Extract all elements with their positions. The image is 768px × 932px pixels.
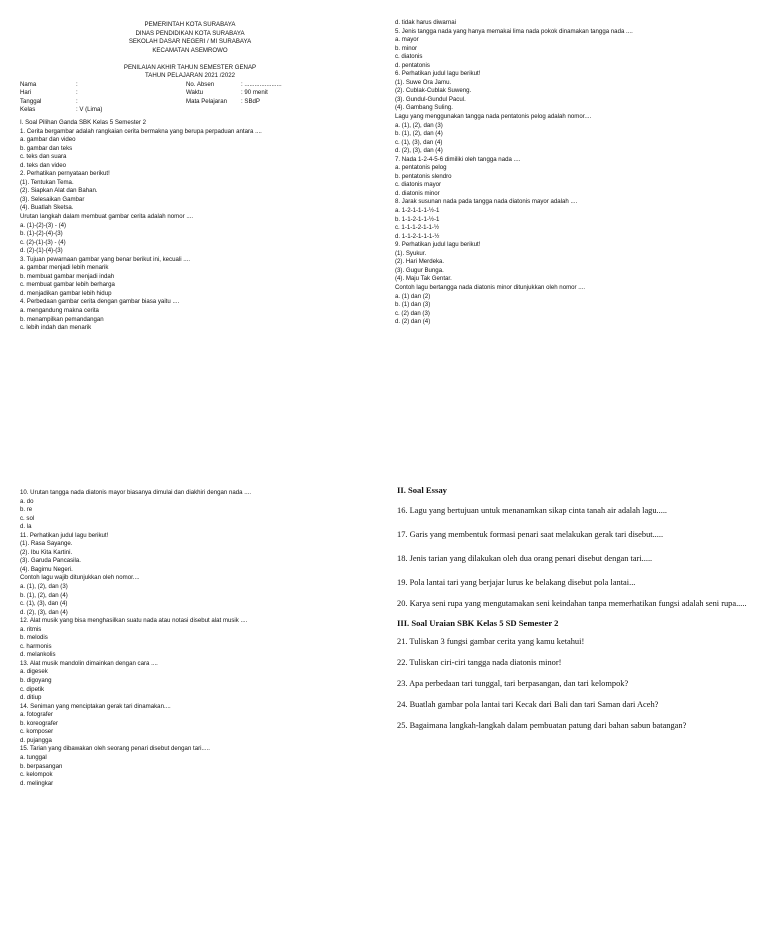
- question-line: c. 1-1-1-2-1-1-½: [395, 224, 440, 232]
- question-line: d. diatonis minor: [395, 189, 440, 197]
- question-line: c. teks dan suara: [20, 153, 67, 161]
- question-line: c. kelompok: [20, 771, 53, 779]
- question-line: a. digesek: [20, 668, 48, 676]
- question-line: d. 1-1-2-1-1-1-½: [395, 232, 440, 240]
- question-line: 13. Alat musik mandolin dimainkan dengan cara ....: [20, 659, 158, 667]
- question-line: (2). Cublak-Cublak Suweng.: [395, 87, 472, 95]
- question-line: b. koreografer: [20, 719, 58, 727]
- question-line: d. teks dan video: [20, 161, 67, 169]
- question-line: d. tidak harus diwarnai: [395, 19, 456, 26]
- identity-label: Waktu: [186, 89, 204, 97]
- essay-item: 20. Karya seni rupa yang mengutamakan seni keindahan tanpa memerhatikan fungsi adalah seni rupa.....: [397, 599, 747, 608]
- question-line: b. (1), (2), dan (4): [395, 130, 443, 138]
- identity-label: Tanggal: [20, 97, 42, 105]
- question-line: d. menjadikan gambar lebih hidup: [20, 289, 112, 297]
- identity-value: : SBdP: [241, 97, 260, 105]
- question-line: (4). Maju Tak Gentar.: [395, 275, 452, 283]
- essay-item: 19. Pola lantai tari yang berjajar lurus ke belakang disebut pola lantai...: [397, 578, 636, 587]
- essay-item: 17. Garis yang membentuk formasi penari saat melakukan gerak tari disebut.....: [397, 530, 664, 539]
- question-line: c. (2)-(1)-(3) - (4): [20, 238, 66, 246]
- question-line: a. 1-2-1-1-1-½-1: [395, 207, 440, 215]
- question-line: 7. Nada 1-2-4-5-6 dimiliki oleh tangga nada ....: [395, 155, 521, 163]
- question-line: b. re: [20, 506, 33, 514]
- question-line: (4). Gambang Suling.: [395, 104, 453, 112]
- question-line: d. (2), (3), dan (4): [395, 147, 443, 155]
- identity-label: Hari: [20, 89, 32, 97]
- question-line: b. membuat gambar menjadi indah: [20, 272, 115, 280]
- question-line: (1). Rasa Sayange.: [20, 540, 73, 548]
- question-line: 10. Urutan tangga nada diatonis mayor biasanya dimulai dan diakhiri dengan nada ....: [20, 489, 252, 496]
- school-header-line: SEKOLAH DASAR NEGERI / MI SURABAYA: [128, 38, 252, 46]
- right-column-top: [395, 19, 755, 327]
- identity-row-nama: [20, 81, 380, 90]
- question-line: d. la: [20, 523, 32, 531]
- question-line: c. lebih indah dan menarik: [20, 324, 92, 332]
- question-line: Lagu yang menggunakan tangga nada pentatonis pelog adalah nomor....: [395, 113, 592, 121]
- question-line: a. gambar menjadi lebih menarik: [20, 264, 109, 272]
- question-list-2: [395, 19, 755, 327]
- question-line: c. dipetik: [20, 685, 45, 693]
- identity-value: : ......................: [241, 80, 282, 88]
- identity-label: Nama: [20, 80, 37, 88]
- question-line: a. gambar dan video: [20, 136, 76, 144]
- essay-item: 18. Jenis tarian yang dilakukan oleh dua orang penari disebut dengan tari.....: [397, 554, 653, 563]
- question-line: a. pentatonis pelog: [395, 164, 447, 172]
- question-line: 5. Jenis tangga nada yang hanya memakai lima nada pokok dinamakan tangga nada ....: [395, 27, 633, 35]
- uraian-item: 25. Bagaimana langkah-langkah dalam pembuatan patung dari bahan sabun batangan?: [397, 721, 687, 730]
- question-line: 9. Perhatikan judul lagu berikut!: [395, 241, 481, 249]
- question-line: d. pentatonis: [395, 61, 430, 69]
- question-line: b. (1)-(2)-(4)-(3): [20, 230, 63, 238]
- uraian-title: III. Soal Uraian SBK Kelas 5 SD Semester 2: [397, 618, 559, 628]
- question-line: 11. Perhatikan judul lagu berikut!: [20, 531, 109, 539]
- question-line: b. (1), (2), dan (4): [20, 591, 68, 599]
- identity-value: : V (Lima): [76, 106, 103, 114]
- question-line: 15. Tarian yang dibawakan oleh seorang penari disebut dengan tari.....: [20, 745, 210, 753]
- identity-colon: :: [76, 97, 78, 105]
- question-line: b. menampilkan pemandangan: [20, 315, 104, 323]
- question-line: c. (1), (3), dan (4): [20, 600, 68, 608]
- question-line: (2). Siapkan Alat dan Bahan.: [20, 187, 98, 195]
- question-line: c. (1), (3), dan (4): [395, 138, 443, 146]
- question-line: d. melingkar: [20, 779, 54, 787]
- question-line: b. (1) dan (3): [395, 301, 431, 309]
- uraian-item: 23. Apa perbedaan tari tunggal, tari berpasangan, dan tari kelompok?: [397, 679, 629, 688]
- question-line: b. berpasangan: [20, 762, 63, 770]
- question-line: d. (2), (3), dan (4): [20, 608, 68, 616]
- school-header-line: PEMERINTAH KOTA SURABAYA: [144, 21, 236, 28]
- question-line: d. (2)-(1)-(4)-(3): [20, 247, 63, 255]
- left-column-bottom: [20, 489, 380, 788]
- identity-label: Mata Pelajaran: [186, 97, 227, 105]
- question-line: (3). Selesaikan Gambar: [20, 195, 85, 203]
- question-line: 6. Perhatikan judul lagu berikut!: [395, 70, 481, 78]
- question-line: (2). Ibu Kita Kartini.: [20, 548, 73, 556]
- identity-row-kelas: [20, 106, 380, 115]
- identity-label: No. Absen: [186, 80, 215, 88]
- question-line: (4). Buatlah Sketsa.: [20, 204, 74, 212]
- school-header-line: KECAMATAN ASEMROWO: [152, 46, 228, 54]
- question-line: d. melankolis: [20, 651, 56, 659]
- question-line: 2. Perhatikan pernyataan berikut!: [20, 170, 110, 178]
- essay-section: [397, 484, 757, 731]
- question-line: 3. Tujuan pewarnaan gambar yang benar berikut ini, kecuali ....: [20, 255, 191, 263]
- uraian-item: 21. Tuliskan 3 fungsi gambar cerita yang kamu ketahui!: [397, 637, 585, 646]
- question-line: a. ritmis: [20, 625, 42, 633]
- question-line: a. (1)-(2)-(3) - (4): [20, 221, 67, 229]
- question-line: c. sol: [20, 514, 35, 522]
- question-line: (1). Tentukan Tema.: [20, 178, 74, 186]
- question-line: 1. Cerita bergambar adalah rangkaian cerita bermakna yang berupa perpaduan antara ....: [20, 127, 262, 135]
- question-line: Urutan langkah dalam membuat gambar cerita adalah nomor ....: [20, 212, 194, 220]
- question-line: a. do: [20, 497, 34, 505]
- question-line: a. (1) dan (2): [395, 292, 431, 300]
- school-header-line: DINAS PENDIDIKAN KOTA SURABAYA: [135, 29, 245, 37]
- question-line: a. mayor: [395, 36, 419, 44]
- question-line: a. fotografer: [20, 711, 53, 719]
- question-line: a. mengandung makna cerita: [20, 307, 99, 314]
- question-line: d. ditiup: [20, 694, 42, 702]
- identity-colon: :: [76, 80, 78, 88]
- uraian-item: 24. Buatlah gambar pola lantai tari Kecak dari Bali dan tari Saman dari Aceh?: [397, 700, 659, 709]
- question-list-3: [20, 489, 380, 788]
- question-line: Contoh lagu bertangga nada diatonis minor ditunjukkan oleh nomor ....: [395, 283, 586, 291]
- uraian-item: 22. Tuliskan ciri-ciri tangga nada diatonis minor!: [397, 658, 562, 667]
- question-line: c. diatonis mayor: [395, 181, 442, 189]
- question-line: (3). Gugur Bunga.: [395, 266, 444, 274]
- question-line: a. tunggal: [20, 753, 47, 761]
- question-line: b. digoyang: [20, 677, 52, 685]
- question-line: b. minor: [395, 44, 418, 52]
- question-line: (4). Bagimu Negeri.: [20, 565, 73, 573]
- identity-label: Kelas: [20, 106, 36, 114]
- question-line: 4. Perbedaan gambar cerita dengan gambar biasa yaitu ....: [20, 298, 180, 306]
- exam-year: TAHUN PELAJARAN 2021 /2022: [145, 72, 235, 80]
- question-line: (1). Suwe Ora Jamu.: [395, 78, 452, 86]
- question-line: c. harmonis: [20, 642, 52, 650]
- identity-colon: :: [76, 89, 78, 97]
- question-line: b. pentatonis slendro: [395, 172, 452, 180]
- question-line: c. diatonis: [395, 53, 423, 61]
- section-title-pilihan-ganda: I. Soal Pilihan Ganda SBK Kelas 5 Semester 2: [20, 118, 147, 126]
- question-line: a. (1), (2), dan (3): [20, 583, 68, 591]
- question-line: 8. Jarak susunan nada pada tangga nada diatonis mayor adalah ....: [395, 198, 578, 206]
- identity-row-tanggal: [20, 98, 380, 107]
- question-line: c. (2) dan (3): [395, 309, 430, 317]
- question-line: b. melodis: [20, 634, 48, 642]
- identity-row-hari: [20, 89, 380, 98]
- identity-value: : 90 menit: [241, 89, 268, 97]
- question-line: (2). Hari Merdeka.: [395, 258, 445, 266]
- question-line: (3). Gundul-Gundul Pacul.: [395, 95, 466, 103]
- exam-title: PENILAIAN AKHIR TAHUN SEMESTER GENAP: [123, 63, 257, 71]
- left-column-top: [20, 21, 380, 333]
- question-line: 14. Seniman yang menciptakan gerak tari dinamakan....: [20, 702, 171, 710]
- question-line: b. gambar dan teks: [20, 144, 73, 152]
- question-line: d. pujangga: [20, 736, 52, 744]
- essay-title: II. Soal Essay: [397, 485, 447, 495]
- question-line: Contoh lagu wajib ditunjukkan oleh nomor....: [20, 574, 140, 582]
- question-line: (1). Syukur.: [395, 249, 427, 257]
- question-line: c. komposer: [20, 728, 54, 736]
- question-line: 12. Alat musik yang bisa menghasilkan suatu nada atau notasi disebut alat musik ....: [20, 617, 248, 625]
- question-line: b. 1-1-2-1-1-½-1: [395, 215, 440, 223]
- question-line: d. (2) dan (4): [395, 318, 431, 326]
- question-line: c. membuat gambar lebih berharga: [20, 281, 115, 289]
- question-list-1: [20, 128, 380, 333]
- question-line: (3). Garuda Pancasila.: [20, 557, 81, 565]
- essay-item: 16. Lagu yang bertujuan untuk menanamkan sikap cinta tanah air adalah lagu.....: [397, 506, 668, 515]
- question-line: a. (1), (2), dan (3): [395, 121, 443, 129]
